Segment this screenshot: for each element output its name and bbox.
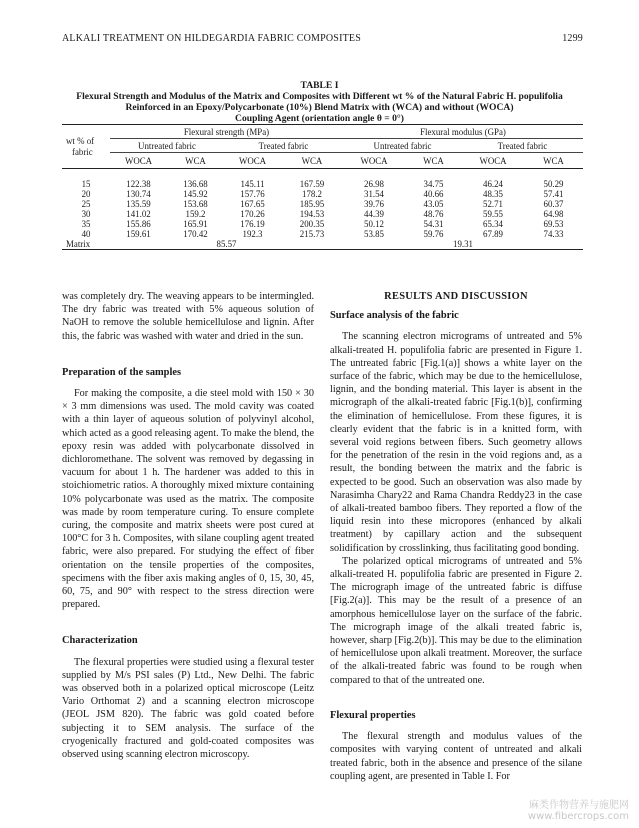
table-caption <box>40 80 599 124</box>
sub-header: Untreated fabric <box>343 139 462 153</box>
table-row: 30 141.02 159.2 170.26 194.53 44.39 48.76 59.55 64.98 <box>81 209 564 219</box>
running-header <box>62 33 583 47</box>
row-header: wt % of fabric <box>66 135 95 157</box>
caption-line-1: Flexural Strength and Modulus of the Matrix and Composites with Different wt % of the Natural Fabric H. populifolia <box>76 91 563 102</box>
watermark: 麻类作物营养与施肥网 www.fibercrops.com <box>527 800 629 822</box>
group-header-modulus: Flexural modulus (GPa) <box>343 125 583 139</box>
char-heading: Characterization <box>62 635 138 647</box>
table-row: 20 130.74 145.92 157.76 178.2 31.54 40.66 48.35 57.41 <box>81 189 564 199</box>
running-title: ALKALI TREATMENT ON HILDEGARDIA FABRIC COMPOSITES <box>62 33 361 44</box>
right-column <box>330 290 582 783</box>
col-header: WOCA <box>124 155 153 166</box>
col-header: WOCA <box>360 155 388 166</box>
surface-paragraph-1: The scanning electron micrograms of untreated and 5% alkali-treated H. populifolia fabric are presented in Figure 1. The untreated fabric [Fig.1(a)] shows a white layer on the surface of the fabric, which may be due to the hemicellulose, lignin, and the bonding material. This layer is absent in the micrograph of the alkali-treated fabric [Fig.1(b)], confirming the elimination of hemicellulose. From these figures, it is clearly evident that the fabric is in a knitted form, with several void regions between fibers. Such geometry allows for the penetration of the resin in the void regions and, as a result, the bonding between the matrix and the fabric is expected to be good. Such an observation was also made by Narasimha Chary22 and Rama Chandra Reddy23 in the case of alkali-treated bamboo fibers. They reported a flow of the liquid resin into these micropores (enhanced by alkali treatment) by capillary action and the subsequent solidification by crosslinking, thus facilitating good bonding. <box>330 331 582 554</box>
results-heading: RESULTS AND DISCUSSION <box>384 291 528 302</box>
intro-paragraph: was completely dry. The weaving appears to be intermingled. The dry fabric was treated with 5% aqueous solution of NaOH to remove the soluble hemicellulose and lignin. After this, the fabric was washed with water and dried in the sun. <box>62 291 314 342</box>
page-number: 1299 <box>562 33 583 44</box>
group-header-strength: Flexural strength (MPa) <box>110 125 343 139</box>
matrix-row: Matrix 85.57 19.31 <box>62 239 583 250</box>
sub-header: Treated fabric <box>224 139 343 153</box>
left-column <box>62 290 314 761</box>
surface-paragraph-2: The polarized optical micrograms of untreated and 5% alkali-treated H. populifolia fabric are presented in Figure 2. The micrograph image of the untreated fabric is diffuse [Fig.2(a)]. This may be the result of a presence of an amorphous hemicellulose layer on the surface of the fabric. The micrograph image of the alkali treated fabric is, however, sharp [Fig.2(b)]. This may be due to the elimination of hemicellulose upon alkali treatment. Moreover, the surface of the alkali-treated fabric was found to be rough when compared to that of the untreated one. <box>330 555 582 686</box>
flex-paragraph: The flexural strength and modulus values of the composites with varying content of untreated and alkali treated fabric, both in the absence and presence of the silane coupling agent, are presented in Table I. For <box>330 731 582 782</box>
caption-line-3: Coupling Agent (orientation angle θ = 0°) <box>235 113 404 124</box>
col-header: WCA <box>543 155 564 166</box>
caption-line-2: Reinforced in an Epoxy/Polycarbonate (10%) Blend Matrix with (WCA) and without (WOCA) <box>125 102 514 113</box>
col-header: WOCA <box>479 155 507 166</box>
sub-header: Untreated fabric <box>110 139 224 153</box>
prep-heading: Preparation of the samples <box>62 366 181 378</box>
prep-paragraph: For making the composite, a die steel mold with 150 × 30 × 3 mm dimensions was used. The mold cavity was coated with a thin layer of aqueous solution of polyvinyl alcohol, which acted as a good releasing agent. To make the blend, the epoxy resin was added with polycarbonate dissolved in dichloromethane. The solvent was removed by degassing in vacuum for about 1 h. The hardener was added to this in stoichiometric ratios. A thoroughly mixed mixture containing 10% polycarbonate was used as the matrix. The composite was made by room temperature curing. To ensure complete curing, the composite and matrix sheets were post cured at 100°C for 3 h. Composites, with silane coupling agent treated fabric, were also prepared. For studying the effect of fiber orientation on the tensile properties of the composites, specimens with the fiber axis making angles of 0, 15, 30, 45, 60, 75, and 90° with respect to the stress direction were prepared. <box>62 388 314 611</box>
flex-heading: Flexural properties <box>330 709 416 721</box>
results-table <box>62 124 583 250</box>
table-row: 40 159.61 170.42 192.3 215.73 53.85 59.76 67.89 74.33 <box>81 229 564 239</box>
table-row: 25 135.59 153.68 167.65 185.95 39.76 43.05 52.71 60.37 <box>81 199 564 209</box>
surface-heading: Surface analysis of the fabric <box>330 310 459 322</box>
col-header: WOCA <box>238 155 267 166</box>
table-label: TABLE I <box>300 80 339 91</box>
char-paragraph: The flexural properties were studied using a flexural tester supplied by M/s PSI sales (P) Ltd., New Delhi. The fabric was observed both in a polarized optical microscope (Leitz Vario Orthomat 2) and a scanning electron microscope (JEOL JSM 820). The fabric was gold coated before subjecting it to SEM analysis. The surface of the cryogenically fractured and gold-coated composites was observed using scanning electron microscopy. <box>62 656 314 761</box>
table-row: 35 155.86 165.91 176.19 200.35 50.12 54.31 65.34 69.53 <box>81 219 564 229</box>
table-row: 15 122.38 136.68 145.11 167.59 26.98 34.75 46.24 50.29 <box>81 179 564 189</box>
col-header: WCA <box>301 155 323 166</box>
col-header: WCA <box>185 155 206 166</box>
col-header: WCA <box>423 155 444 166</box>
sub-header: Treated fabric <box>462 139 583 153</box>
